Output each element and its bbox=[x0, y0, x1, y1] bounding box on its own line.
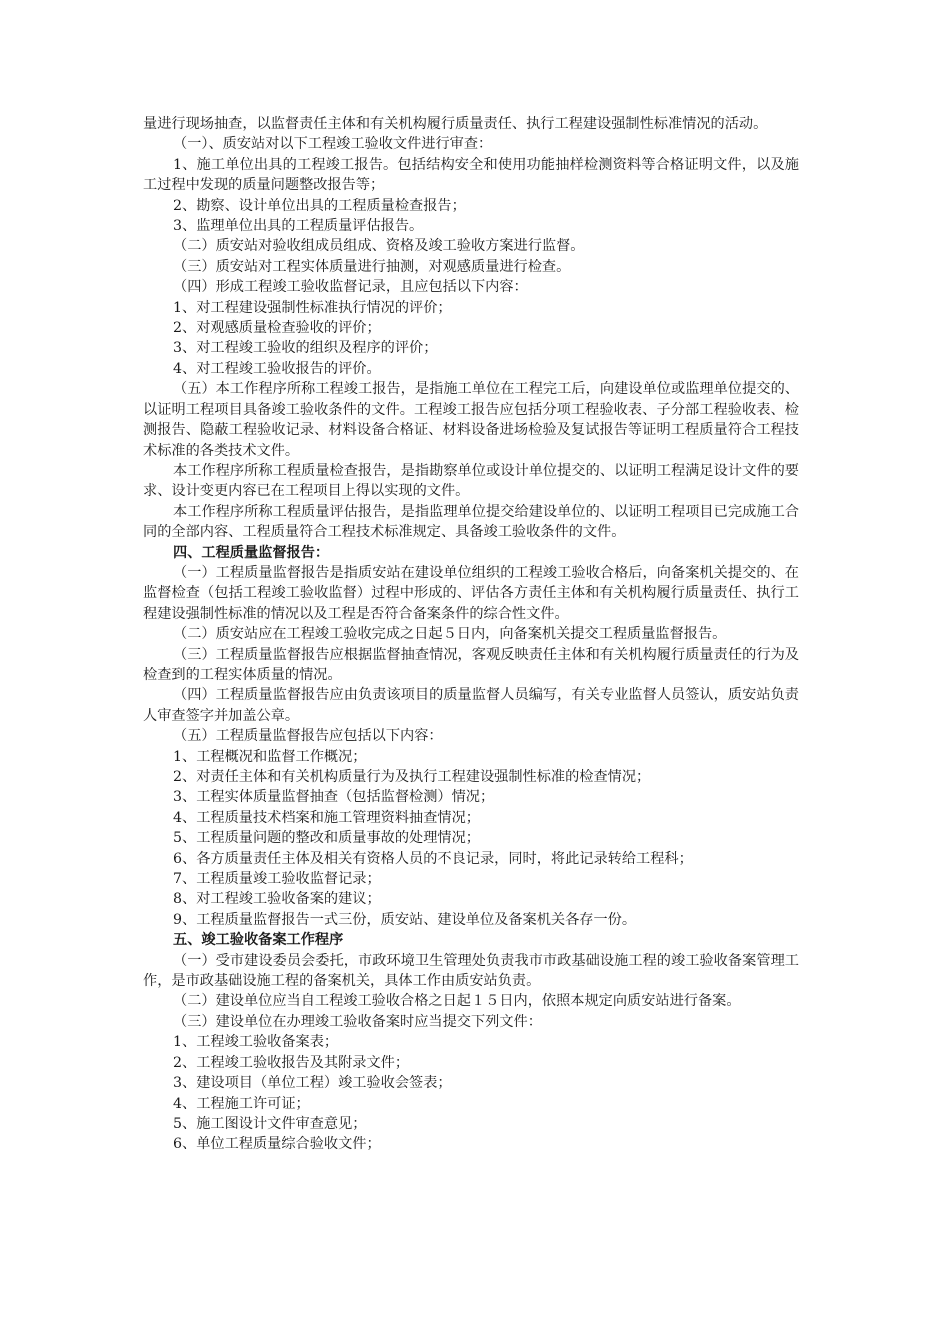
paragraph: 1、工程竣工验收备案表； bbox=[173, 1034, 339, 1051]
paragraph: （一）、质安站对以下工程竣工验收文件进行审查： bbox=[173, 136, 493, 153]
paragraph: （二）建设单位应当自工程竣工验收合格之日起１５日内，依照本规定向质安站进行备案。 bbox=[173, 993, 741, 1010]
paragraph: 4、工程质量技术档案和施工管理资料抽查情况； bbox=[173, 809, 480, 826]
paragraph: （三）建设单位在办理竣工验收备案时应当提交下列文件： bbox=[173, 1013, 542, 1030]
section-heading: 五、竣工验收备案工作程序 bbox=[173, 932, 344, 949]
paragraph: 8、对工程竣工验收备案的建议； bbox=[173, 891, 381, 908]
paragraph: 3、对工程竣工验收的组织及程序的评价； bbox=[173, 340, 438, 357]
paragraph: （三）工程质量监督报告应根据监督抽查情况，客观反映责任主体和有关机构履行质量责任的行为及检查到的工程实体质量的情况。 bbox=[143, 646, 799, 683]
paragraph: 5、施工图设计文件审查意见； bbox=[173, 1115, 367, 1132]
paragraph: 2、对责任主体和有关机构质量行为及执行工程建设强制性标准的检查情况； bbox=[173, 769, 651, 785]
paragraph: （四）工程质量监督报告应由负责该项目的质量监督人员编写，有关专业监督人员签认，质安站负责人审查签字并加盖公章。 bbox=[143, 687, 799, 724]
paragraph: 本工作程序所称工程质量检查报告，是指勘察单位或设计单位提交的、以证明工程满足设计文件的要求、设计变更内容已在工程项目上得以实现的文件。 bbox=[143, 462, 799, 500]
paragraph: 4、对工程竣工验收报告的评价。 bbox=[173, 360, 381, 377]
paragraph: （三）质安站对工程实体质量进行抽测，对观感质量进行检查。 bbox=[173, 258, 571, 275]
paragraph: （一）受市建设委员会委托，市政环境卫生管理处负责我市市政基础设施工程的竣工验收备案管理工作，是市政基础设施工程的备案机关，具体工作由质安站负责。 bbox=[143, 952, 799, 990]
paragraph: 6、各方质量责任主体及相关有资格人员的不良记录，同时，将此记录转给工程科； bbox=[173, 850, 693, 867]
paragraph: （四）形成工程竣工验收监督记录，且应包括以下内容： bbox=[173, 279, 528, 296]
paragraph: 2、工程竣工验收报告及其附录文件； bbox=[173, 1054, 410, 1071]
paragraph: 4、工程施工许可证； bbox=[173, 1095, 310, 1112]
paragraph: （五）工程质量监督报告应包括以下内容： bbox=[173, 728, 443, 745]
paragraph: 3、监理单位出具的工程质量评估报告。 bbox=[173, 218, 424, 235]
paragraph: 6、单位工程质量综合验收文件； bbox=[173, 1136, 381, 1153]
paragraph: 5、工程质量问题的整改和质量事故的处理情况； bbox=[173, 830, 480, 847]
paragraph: （一）工程质量监督报告是指质安站在建设单位组织的工程竣工验收合格后，向备案机关提交的、在监督检查（包括工程竣工验收监督）过程中形成的、评估各方责任主体和有关机构履行质量责任、执行工程建设强制性标准的情况以及工程是否符合备案条件的综合性文件。 bbox=[143, 564, 799, 622]
paragraph: 1、工程概况和监督工作概况； bbox=[173, 748, 367, 765]
paragraph: 3、工程实体质量监督抽查（包括监督检测）情况； bbox=[173, 789, 495, 806]
paragraph: 2、勘察、设计单位出具的工程质量检查报告； bbox=[173, 197, 466, 214]
paragraph: （五）本工作程序所称工程竣工报告，是指施工单位在工程完工后，向建设单位或监理单位提交的、以证明工程项目具备竣工验收条件的文件。工程竣工报告应包括分项工程验收表、子分部工程验收表、检测报告、隐蔽工程验收记录、材料设备合格证、材料设备进场检验及复试报告等证明工程质量符合工程技术标准的各类技术文件。 bbox=[143, 381, 799, 459]
paragraph: 1、施工单位出具的工程竣工报告。包括结构安全和使用功能抽样检测资料等合格证明文件，以及施工过程中发现的质量问题整改报告等； bbox=[143, 156, 799, 194]
paragraph: 量进行现场抽查，以监督责任主体和有关机构履行质量责任、执行工程建设强制性标准情况的活动。 bbox=[143, 116, 768, 132]
paragraph: 3、建设项目（单位工程）竣工验收会签表； bbox=[173, 1075, 452, 1092]
paragraph: 本工作程序所称工程质量评估报告，是指监理单位提交给建设单位的、以证明工程项目已完成施工合同的全部内容、工程质量符合工程技术标准规定、具备竣工验收条件的文件。 bbox=[143, 503, 799, 541]
section-heading: 四、工程质量监督报告： bbox=[173, 544, 330, 561]
paragraph: 1、对工程建设强制性标准执行情况的评价； bbox=[173, 299, 452, 316]
document-page bbox=[143, 114, 799, 1155]
paragraph: （二）质安站应在工程竣工验收完成之日起５日内，向备案机关提交工程质量监督报告。 bbox=[173, 626, 727, 643]
paragraph: （二）质安站对验收组成员组成、资格及竣工验收方案进行监督。 bbox=[173, 238, 585, 255]
paragraph: 9、工程质量监督报告一式三份，质安站、建设单位及备案机关各存一份。 bbox=[173, 911, 637, 928]
paragraph: 2、对观感质量检查验收的评价； bbox=[173, 320, 381, 337]
paragraph: 7、工程质量竣工验收监督记录； bbox=[173, 871, 381, 888]
